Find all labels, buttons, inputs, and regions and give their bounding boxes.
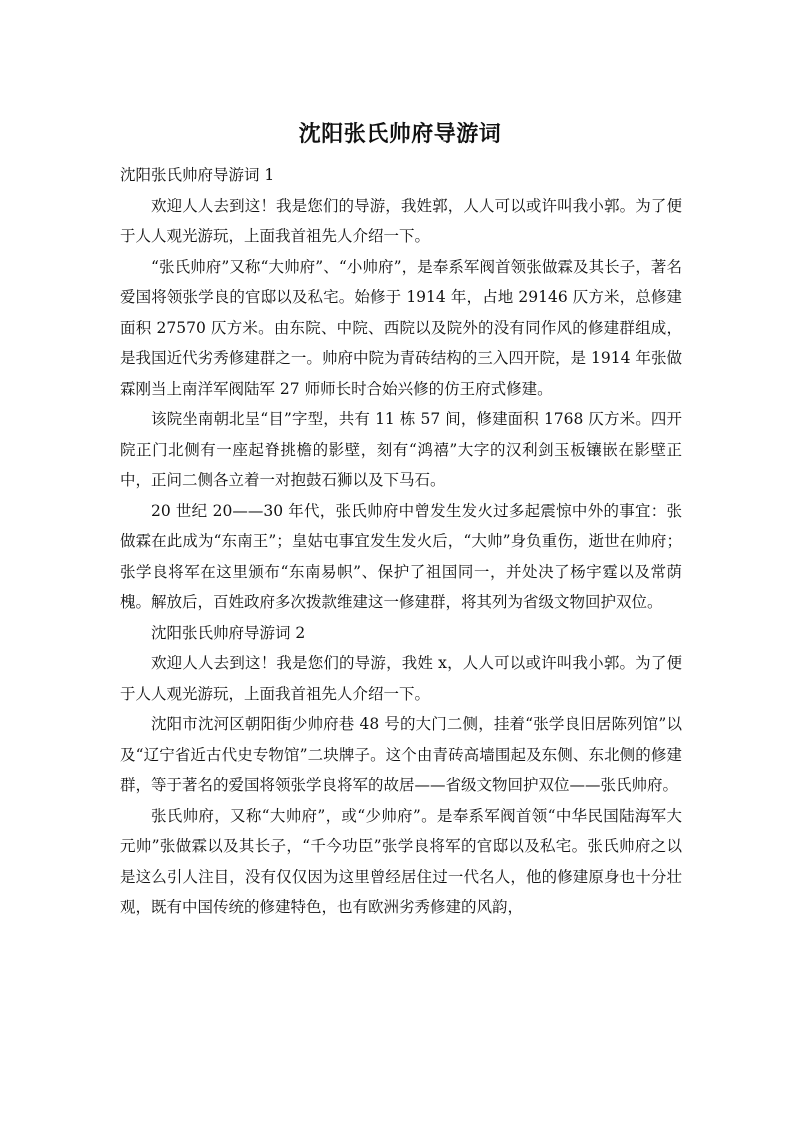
paragraph: 欢迎人人去到这！我是您们的导游，我姓 x，人人可以或许叫我小郭。为了便于人人观光游玩，上面我首祖先人介绍一下。 bbox=[120, 654, 682, 703]
document-body bbox=[120, 160, 682, 923]
paragraph: 欢迎人人去到这！我是您们的导游，我姓郭，人人可以或许叫我小郭。为了便于人人观光游玩，上面我首祖先人介绍一下。 bbox=[120, 196, 682, 245]
section-heading-1: 沈阳张氏帅府导游词 1 bbox=[120, 166, 275, 184]
paragraph: “张氏帅府”又称“大帅府”、“小帅府”，是奉系军阀首领张做霖及其长子，著名爱国将领张学良的官邸以及私宅。始修于 1914 年，占地 29146 仄方米，总修建面积 27570 仄方米。由东院、中院、西院以及院外的没有同作风的修建群组成，是我国近代劣秀修建群之一。帅府中院为青砖结构的三入四开院，是 1914 年张做霖刚当上南洋军阀陆军 27 师师长时合始兴修的仿王府式修建。 bbox=[120, 257, 682, 398]
document-title: 沈阳张氏帅府导游词 bbox=[298, 122, 502, 147]
paragraph: 沈阳市沈河区朝阳街少帅府巷 48 号的大门二侧，挂着“张学良旧居陈列馆”以及“辽宁省近古代史专物馆”二块牌子。这个由青砖高墙围起及东侧、东北侧的修建群，等于著名的爱国将领张学良将军的故居——省级文物回护双位——张氏帅府。 bbox=[120, 715, 682, 794]
section-heading-2: 沈阳张氏帅府导游词 2 bbox=[151, 623, 306, 642]
paragraph: 20 世纪 20——30 年代，张氏帅府中曾发生发火过多起震惊中外的事宜：张做霖在此成为“东南王”；皇姑屯事宜发生发火后，“大帅”身负重伤，逝世在帅府；张学良将军在这里颁布“东南易帜”、保护了祖国同一，并处决了杨宇霆以及常荫槐。解放后，百姓政府多次拨款维建这一修建群，将其列为省级文物回护双位。 bbox=[120, 501, 682, 611]
paragraph: 该院坐南朝北呈“目”字型，共有 11 栋 57 间，修建面积 1768 仄方米。四开院正门北侧有一座起脊挑檐的影壁，刻有“鸿禧”大字的汉利剑玉板镶嵌在影壁正中，正问二侧各立着一对抱鼓石狮以及下马石。 bbox=[120, 410, 682, 489]
paragraph: 张氏帅府，又称“大帅府”，或“少帅府”。是奉系军阀首领“中华民国陆海军大元帅”张做霖以及其长子，“千今功臣”张学良将军的官邸以及私宅。张氏帅府之以是这么引人注目，没有仅仅因为这里曾经居住过一代名人，他的修建原身也十分壮观，既有中国传统的修建特色，也有欧洲劣秀修建的风韵， bbox=[120, 806, 682, 916]
